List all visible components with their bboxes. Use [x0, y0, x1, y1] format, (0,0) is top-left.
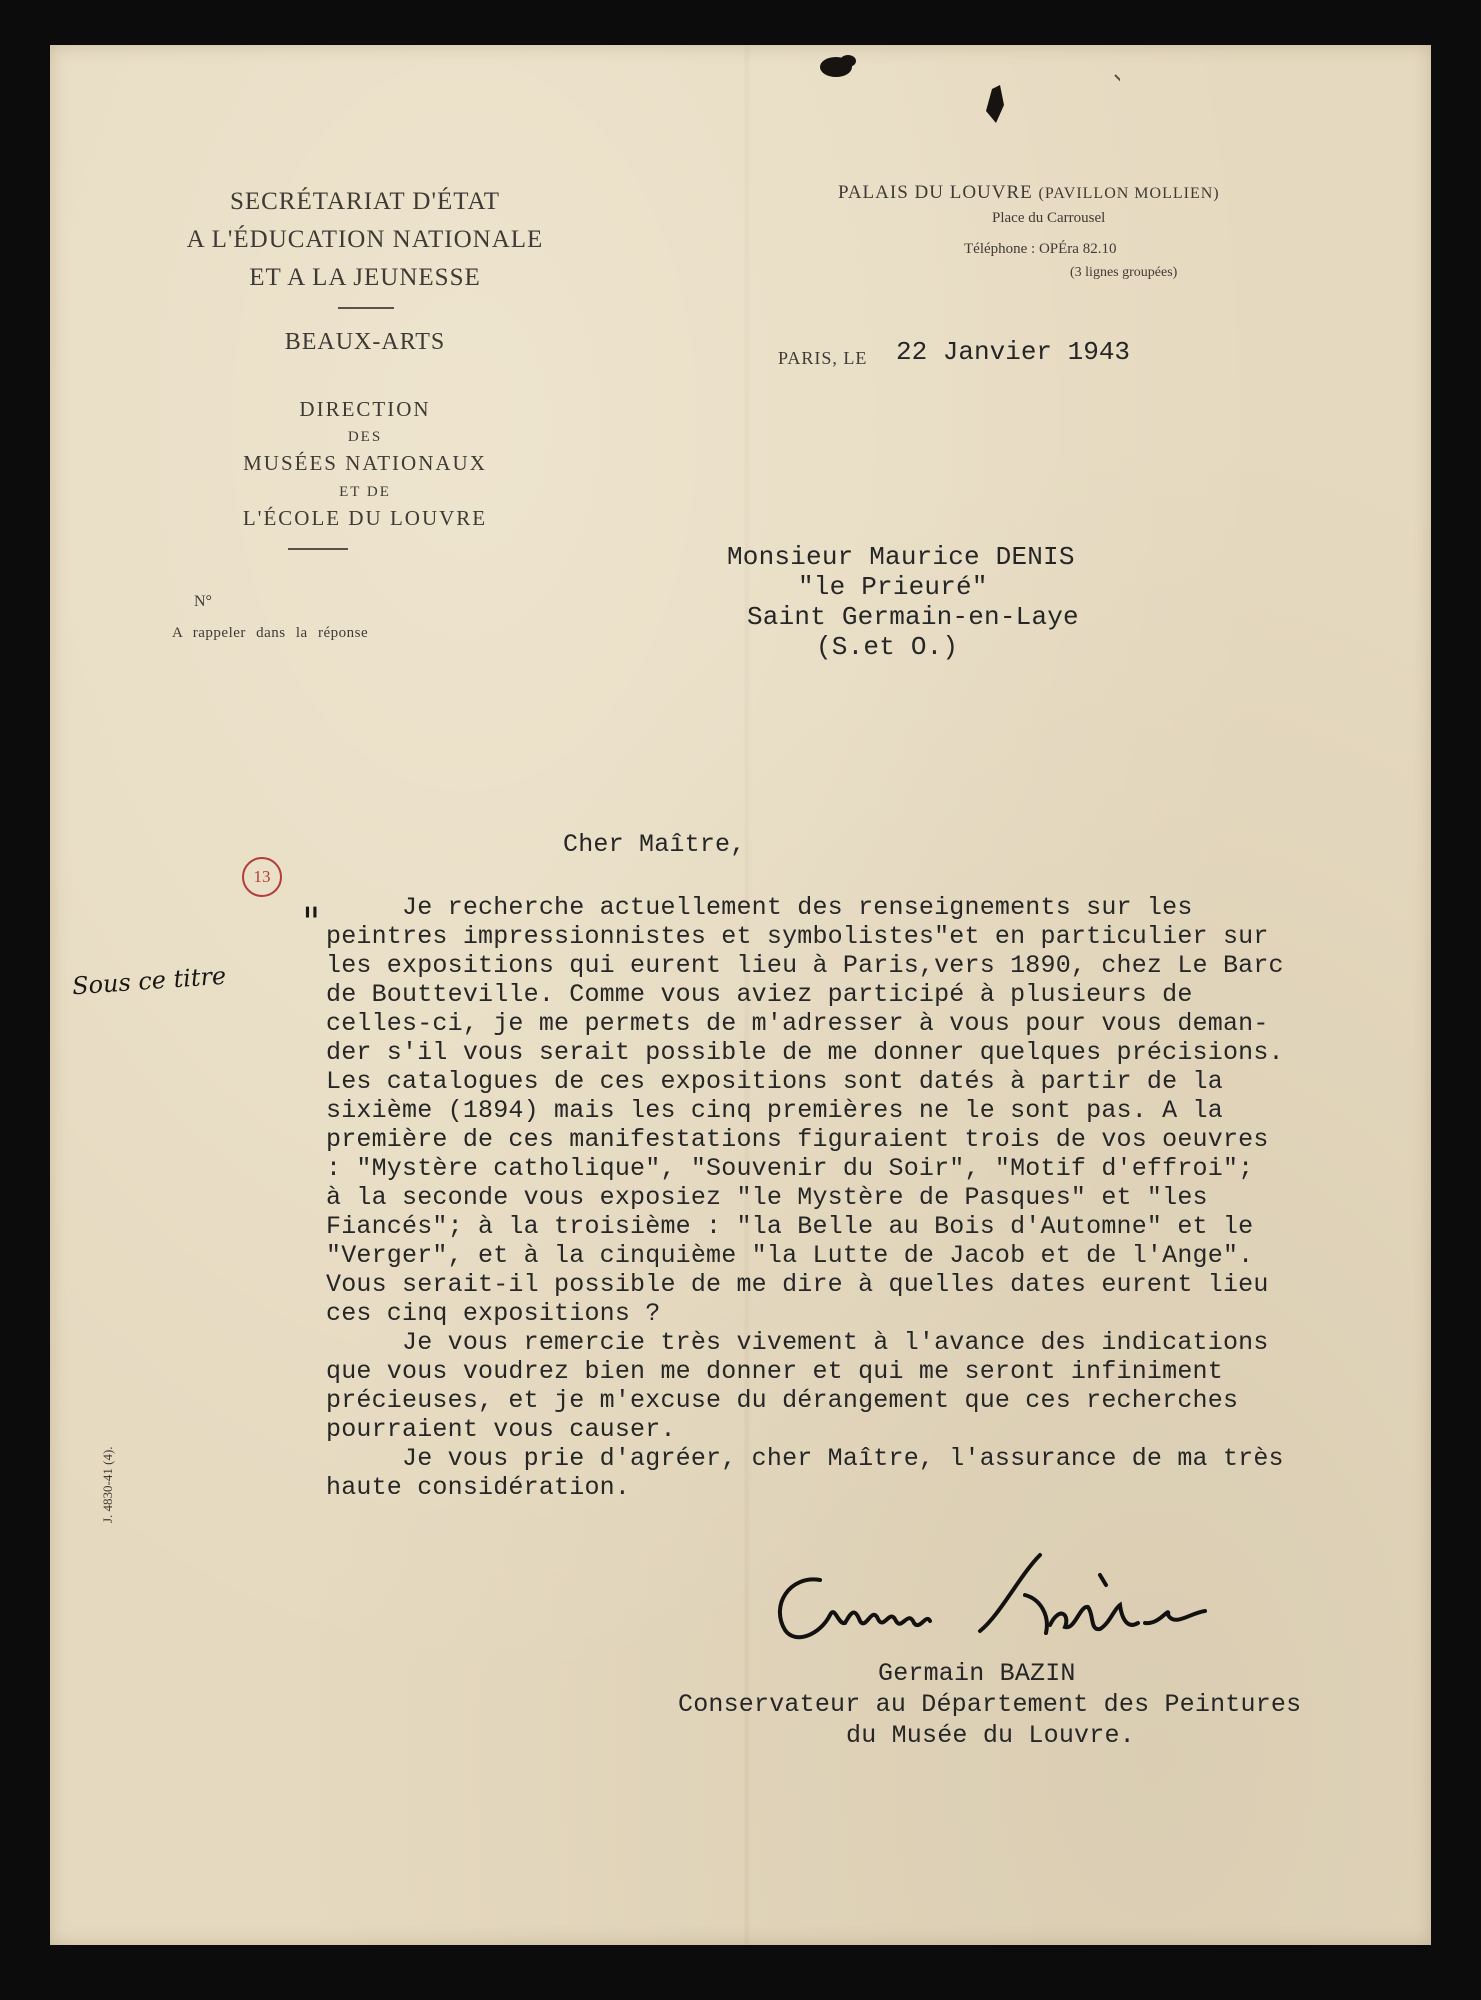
body-line: Les catalogues de ces expositions sont datés à partir de la: [326, 1067, 1223, 1096]
ink-blot-marks: [760, 45, 1120, 135]
letter-body: [326, 893, 1284, 1502]
body-line: haute considération.: [326, 1473, 631, 1502]
body-line: "Verger", et à la cinquième "la Lutte de Jacob et de l'Ange".: [326, 1241, 1254, 1270]
recipient-department: (S.et O.): [816, 632, 959, 662]
signatory-name: Germain BAZIN: [878, 1659, 1076, 1688]
ministry-line-3: ET A LA JEUNESSE: [249, 264, 481, 291]
body-line: Vous serait-il possible de me dire à quelles dates eurent lieu: [326, 1270, 1269, 1299]
side-reference: J. 4830-41 (4).: [100, 1446, 115, 1523]
beaux-arts-heading: BEAUX-ARTS: [284, 329, 446, 355]
body-line: Je vous prie d'agréer, cher Maître, l'assurance de ma très: [326, 1444, 1284, 1473]
body-line: ces cinq expositions ?: [326, 1299, 661, 1328]
telephone-label: Téléphone : OPÉra 82.10: [964, 241, 1117, 257]
des-label: DES: [347, 429, 383, 445]
recipient-name: Monsieur Maurice DENIS: [727, 542, 1075, 572]
body-line: de Boutteville. Comme vous aviez participé à plusieurs de: [326, 980, 1193, 1009]
letter-date: 22 Janvier 1943: [896, 337, 1131, 367]
body-line: les expositions qui eurent lieu à Paris,vers 1890, chez Le Barc: [326, 951, 1284, 980]
et-de-label: ET DE: [339, 484, 391, 500]
body-line: Je recherche actuellement des renseignements sur les: [326, 893, 1193, 922]
body-line: précieuses, et je m'excuse du dérangement que ces recherches: [326, 1386, 1239, 1415]
body-line: pourraient vous causer.: [326, 1415, 676, 1444]
ecole-label: L'ÉCOLE DU LOUVRE: [242, 506, 488, 530]
signatory-title-1: Conservateur au Département des Peintures: [678, 1690, 1302, 1719]
salutation: Cher Maître,: [563, 830, 746, 859]
ministry-line-1: SECRÉTARIAT D'ÉTAT: [229, 188, 501, 215]
recipient-town: Saint Germain-en-Laye: [747, 602, 1079, 632]
letter-sheet: [50, 45, 1431, 1945]
rappeler-label: A rappeler dans la réponse: [172, 625, 369, 641]
place-label: Place du Carrousel: [992, 210, 1106, 226]
signatory-title-2: du Musée du Louvre.: [846, 1721, 1135, 1750]
header-divider-2: [288, 548, 348, 550]
date-prefix: PARIS, LE: [778, 348, 868, 368]
body-line: der s'il vous serait possible de me donner quelques précisions.: [326, 1038, 1284, 1067]
body-line: celles-ci, je me permets de m'adresser à vous pour vous deman-: [326, 1009, 1269, 1038]
header-divider: [338, 307, 394, 309]
body-line: sixième (1894) mais les cinq premières ne le sont pas. A la: [326, 1096, 1223, 1125]
pavillon-label: (PAVILLON MOLLIEN): [1038, 185, 1220, 202]
ministry-line-2: A L'ÉDUCATION NATIONALE: [186, 226, 544, 253]
musees-label: MUSÉES NATIONAUX: [243, 451, 487, 475]
body-line: Je vous remercie très vivement à l'avance des indications: [326, 1328, 1269, 1357]
body-line: que vous voudrez bien me donner et qui me seront infiniment: [326, 1357, 1223, 1386]
body-line: première de ces manifestations figuraient trois de vos oeuvres: [326, 1125, 1269, 1154]
margin-note: Sous ce titre: [71, 961, 228, 1001]
body-line: peintres impressionnistes et symbolistes"et en particulier sur: [326, 922, 1269, 951]
palais-label: PALAIS DU LOUVRE (PAVILLON MOLLIEN): [838, 182, 1220, 203]
handwritten-signature: [750, 1535, 1270, 1665]
direction-label: DIRECTION: [299, 397, 431, 421]
body-line: Fiancés"; à la troisième : "la Belle au Bois d'Automne" et le: [326, 1212, 1254, 1241]
margin-quote-mark: ": [302, 900, 321, 946]
recipient-house: "le Prieuré": [798, 572, 988, 602]
lignes-label: (3 lignes groupées): [1070, 265, 1178, 280]
archive-stamp: 13: [242, 857, 282, 897]
body-line: à la seconde vous exposiez "le Mystère de Pasques" et "les: [326, 1183, 1208, 1212]
numero-label: N°: [194, 593, 212, 610]
body-line: : "Mystère catholique", "Souvenir du Soir", "Motif d'effroi";: [326, 1154, 1254, 1183]
